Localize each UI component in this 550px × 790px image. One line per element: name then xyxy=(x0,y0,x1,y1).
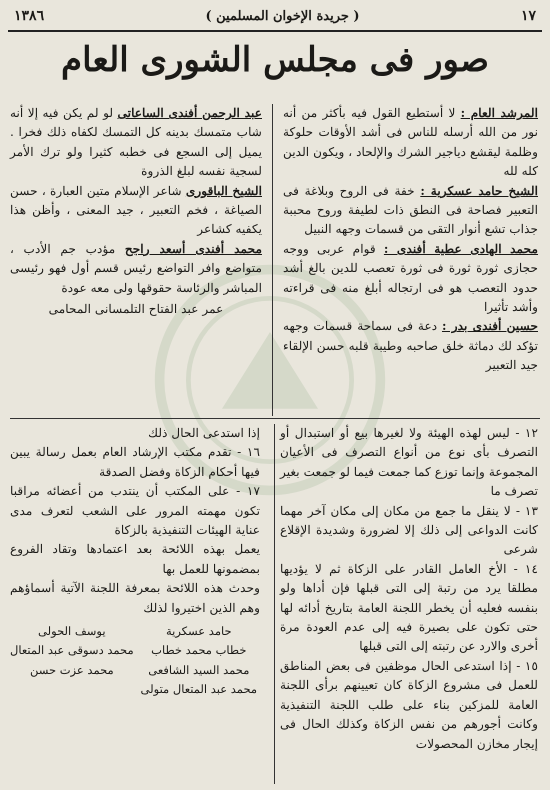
paragraph xyxy=(283,104,538,182)
page-number: ١٧ xyxy=(520,8,536,24)
article-clause: ١٥ - إذا استدعى الحال موظفين فى بعض المناطق للعمل فى مشروع الزكاة كان تعيينهم برأى اللجنة العامة للمزكين بناء على طلب اللجنة التنفيذية وكانت أجورهم من نفس الزكاة وكذلك الحال فى إيجار مخازن المحصولات xyxy=(280,658,538,751)
signatory-name: محمد عزت حسن xyxy=(29,662,114,677)
speaker-name: محمد الهادى عطية أفندى : xyxy=(383,241,539,256)
signatory-name: محمد دسوقى عبد المتعال xyxy=(10,643,134,658)
paragraph xyxy=(10,240,262,298)
column-left-bottom xyxy=(10,424,260,700)
paragraph-text: مؤدب جم الأدب ، متواضع وافر التواضع رئيس قسم أول فهو رئيسى المباشر والرئاسة حقوقها ولى معه عودة xyxy=(10,241,262,295)
signatories-list xyxy=(10,622,260,700)
signatory-name: محمد السيد الشافعى xyxy=(148,662,250,677)
paragraph-text: لو لم يكن فيه إلا أنه شاب متمسك بدينه كل التمسك لكفاه ذلك فخرا . يميل إلى السجع فى خطبه كثيرا ولو ترك الأمر لسجية نفسه لبلغ الذروة xyxy=(10,106,262,179)
article-clause: وحدث هذه اللائحة بمعرفة اللجنة الآتية أسماؤهم وهم الذين اختيروا لذلك xyxy=(10,581,260,615)
signatory-name: محمد عبد المتعال متولى xyxy=(140,682,258,697)
paragraph xyxy=(283,182,538,240)
column-divider-top xyxy=(272,104,273,416)
paragraph xyxy=(10,104,262,182)
column-left-top xyxy=(10,104,262,319)
column-right-top xyxy=(283,104,538,376)
column-divider-bottom xyxy=(274,424,275,784)
speaker-name: الشيخ حامد عسكرية : xyxy=(420,183,538,198)
speaker-name: الشيخ الباقورى xyxy=(185,183,262,198)
paragraph xyxy=(283,317,538,375)
signatory-name: حامد عسكرية xyxy=(165,624,232,639)
speaker-name: عبد الرحمن أفندى الساعاتى xyxy=(117,106,262,120)
column-right-bottom xyxy=(280,424,538,754)
author-signature: عمر عبد الفتاح التلمسانى المحامى xyxy=(48,302,224,317)
article-clause: ١٦ - تقدم مكتب الإرشاد العام بعمل رسالة يبين فيها أحكام الزكاة وفضل الصدقة xyxy=(10,445,260,479)
paragraph xyxy=(283,240,538,318)
headline: صور فى مجلس الشورى العام xyxy=(61,40,489,80)
header-rule xyxy=(8,30,542,32)
speaker-name: حسين أفندى بدر : xyxy=(441,319,538,334)
speaker-name: المرشد العام : xyxy=(460,106,539,120)
article-clause: ١٢ - ليس لهذه الهيئة ولا لغيرها بيع أو استبدال أو التصرف بأى نوع من أنواع التصرف فى الأعيان المجموعة وإنما توزع كما جمعت فيما لو جمعت بغير تصرف ما xyxy=(280,426,538,499)
section-divider xyxy=(10,418,540,419)
year: ١٣٨٦ xyxy=(14,8,45,24)
masthead: ( جريدة الإخوان المسلمين ) xyxy=(205,8,360,24)
signatory-name: يوسف الحولى xyxy=(38,624,106,639)
paragraph-text: لا أستطيع القول فيه بأكثر من أنه نور من الله أرسله للناس فى أشد الأوقات حلوكة وظلمة ليقشع دياجير الشرك والإلحاد ، ويكون الدين كله لله xyxy=(283,106,538,179)
article-clause: ١٧ - على المكتب أن ينتدب من أعضائه مراقبا تكون مهمته المرور على الشعب لتعرف مدى عناية الهيئات التنفيذية بالزكاة xyxy=(10,484,260,538)
speaker-name: محمد أفندى أسعد راجح xyxy=(124,241,262,256)
signatory-name: خطاب محمد خطاب xyxy=(151,643,247,658)
page-header xyxy=(14,4,536,28)
article-clause: ١٤ - الأخ العامل القادر على الزكاة ثم لا يؤديها مطلقا يرد من رتبة إلى التى قبلها فإن أداها ولو بنفسه فعليه أن يخطر اللجنة العامة بتاريخ أدائه لها حتى تكون على بصيرة فيه إلى عدم العودة مرة أخرى والارد عن رتبته إلى التى قبلها xyxy=(280,561,538,654)
paragraph-text: شاعر الإسلام متين العبارة ، حسن الصياغة ، فخم التعبير ، جيد المعنى ، وأظن هذا يكفيه كشاعر xyxy=(10,183,262,237)
article-clause: ١٣ - لا ينقل ما جمع من مكان إلى مكان آخر مهما كانت الدواعى إلى ذلك إلا لضرورة وشديدة الإقلاع شرعى xyxy=(280,503,538,557)
paragraph-text: دعة فى سماحة قسمات وجهه تؤكد لك دماثة خلق صاحبه وطيبة قلبه حسن الإلقاء جيد التعبير xyxy=(283,319,538,373)
paragraph-text: قوام عربى ووجه حجازى ثورة ثورة فى ثورة تعصب للدين بالغ أشد حدود التعصب هو فى ارتجاله أبلغ منه فى قراءته وأشد تأثيرا xyxy=(283,241,538,315)
article-clause: يعمل بهذه اللائحة بعد اعتمادها وتقاد الفروع بمضمونها للعمل بها xyxy=(10,542,260,576)
paragraph-text: خفة فى الروح وبلاغة فى التعبير فصاحة فى النطق ذات لطيفة وروح محببة جذاب تشع أنوار التقى من قسمات وجهه النبيل xyxy=(283,183,538,237)
paragraph xyxy=(10,182,262,240)
article-clause: إذا استدعى الحال ذلك xyxy=(148,426,260,440)
